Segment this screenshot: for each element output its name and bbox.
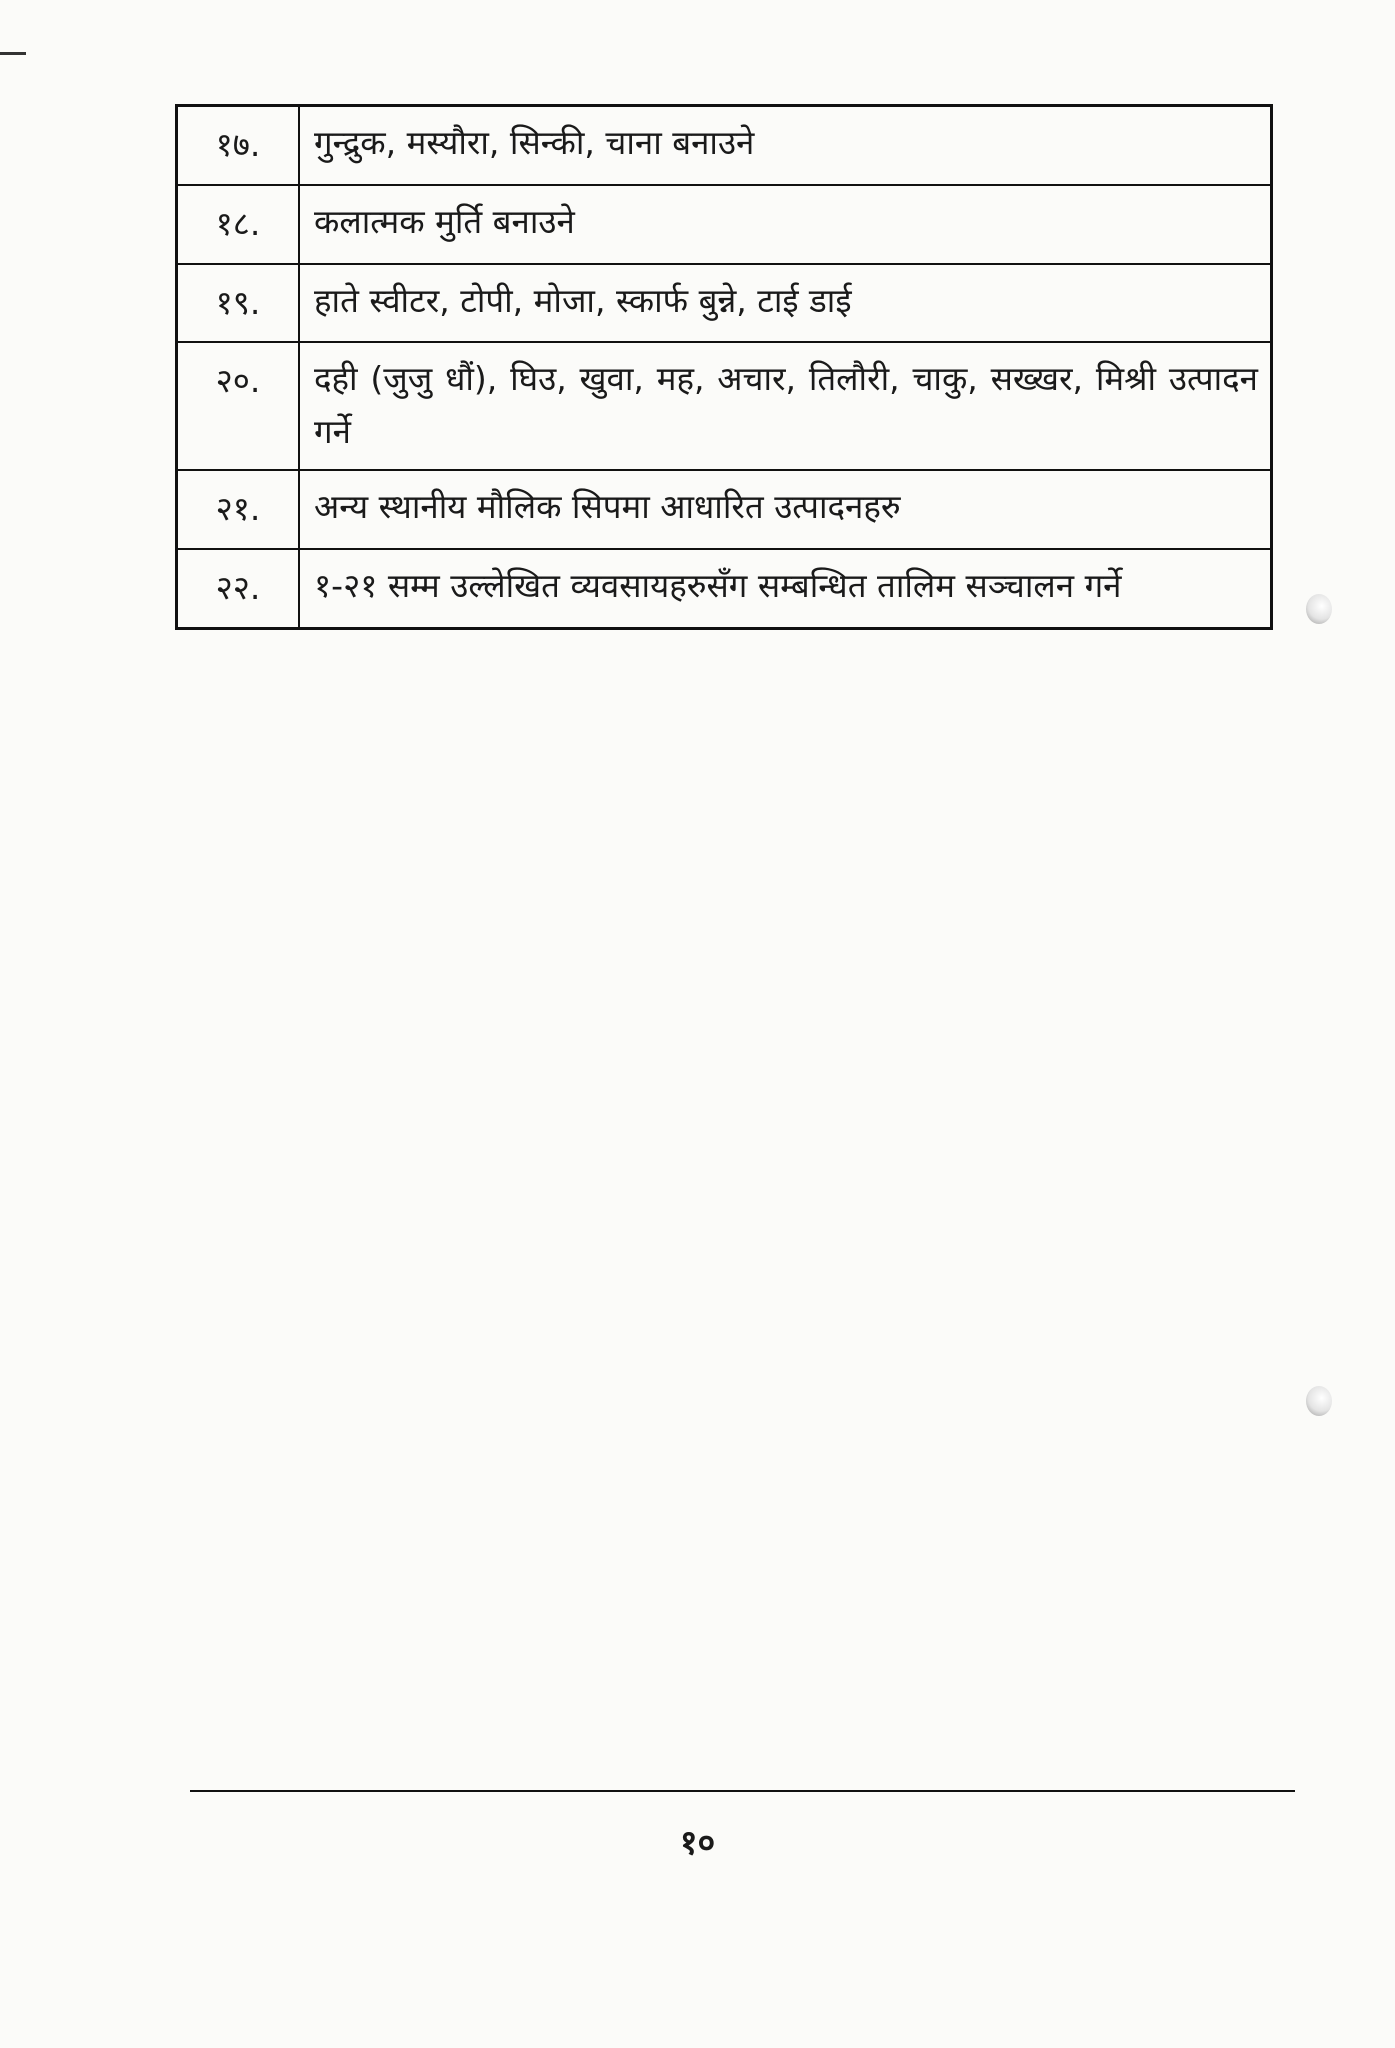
- row-description: अन्य स्थानीय मौलिक सिपमा आधारित उत्पादनहरु: [299, 470, 1272, 549]
- row-description: १-२१ सम्म उल्लेखित व्यवसायहरुसँग सम्बन्धित तालिम सञ्चालन गर्ने: [299, 549, 1272, 628]
- page-number: १०: [679, 1823, 716, 1863]
- row-number: १९.: [177, 264, 300, 343]
- table-row: [177, 342, 1272, 470]
- table-row: [177, 549, 1272, 628]
- table-row: [177, 185, 1272, 264]
- scan-edge-mark: [0, 52, 26, 55]
- table-row: [177, 264, 1272, 343]
- punch-hole: [1306, 1386, 1332, 1416]
- row-number: २०.: [177, 342, 300, 470]
- row-number: २२.: [177, 549, 300, 628]
- table-row: [177, 106, 1272, 185]
- row-description: दही (जुजु धौं), घिउ, खुवा, मह, अचार, तिलौरी, चाकु, सख्खर, मिश्री उत्पादन गर्ने: [299, 342, 1272, 470]
- business-list-table: [175, 104, 1273, 630]
- row-description: कलात्मक मुर्ति बनाउने: [299, 185, 1272, 264]
- row-number: १८.: [177, 185, 300, 264]
- footer-rule: [190, 1790, 1295, 1792]
- punch-hole: [1306, 594, 1332, 624]
- row-description: गुन्द्रुक, मस्यौरा, सिन्की, चाना बनाउने: [299, 106, 1272, 185]
- row-description: हाते स्वीटर, टोपी, मोजा, स्कार्फ बुन्ने, टाई डाई: [299, 264, 1272, 343]
- table-row: [177, 470, 1272, 549]
- row-number: २१.: [177, 470, 300, 549]
- row-number: १७.: [177, 106, 300, 185]
